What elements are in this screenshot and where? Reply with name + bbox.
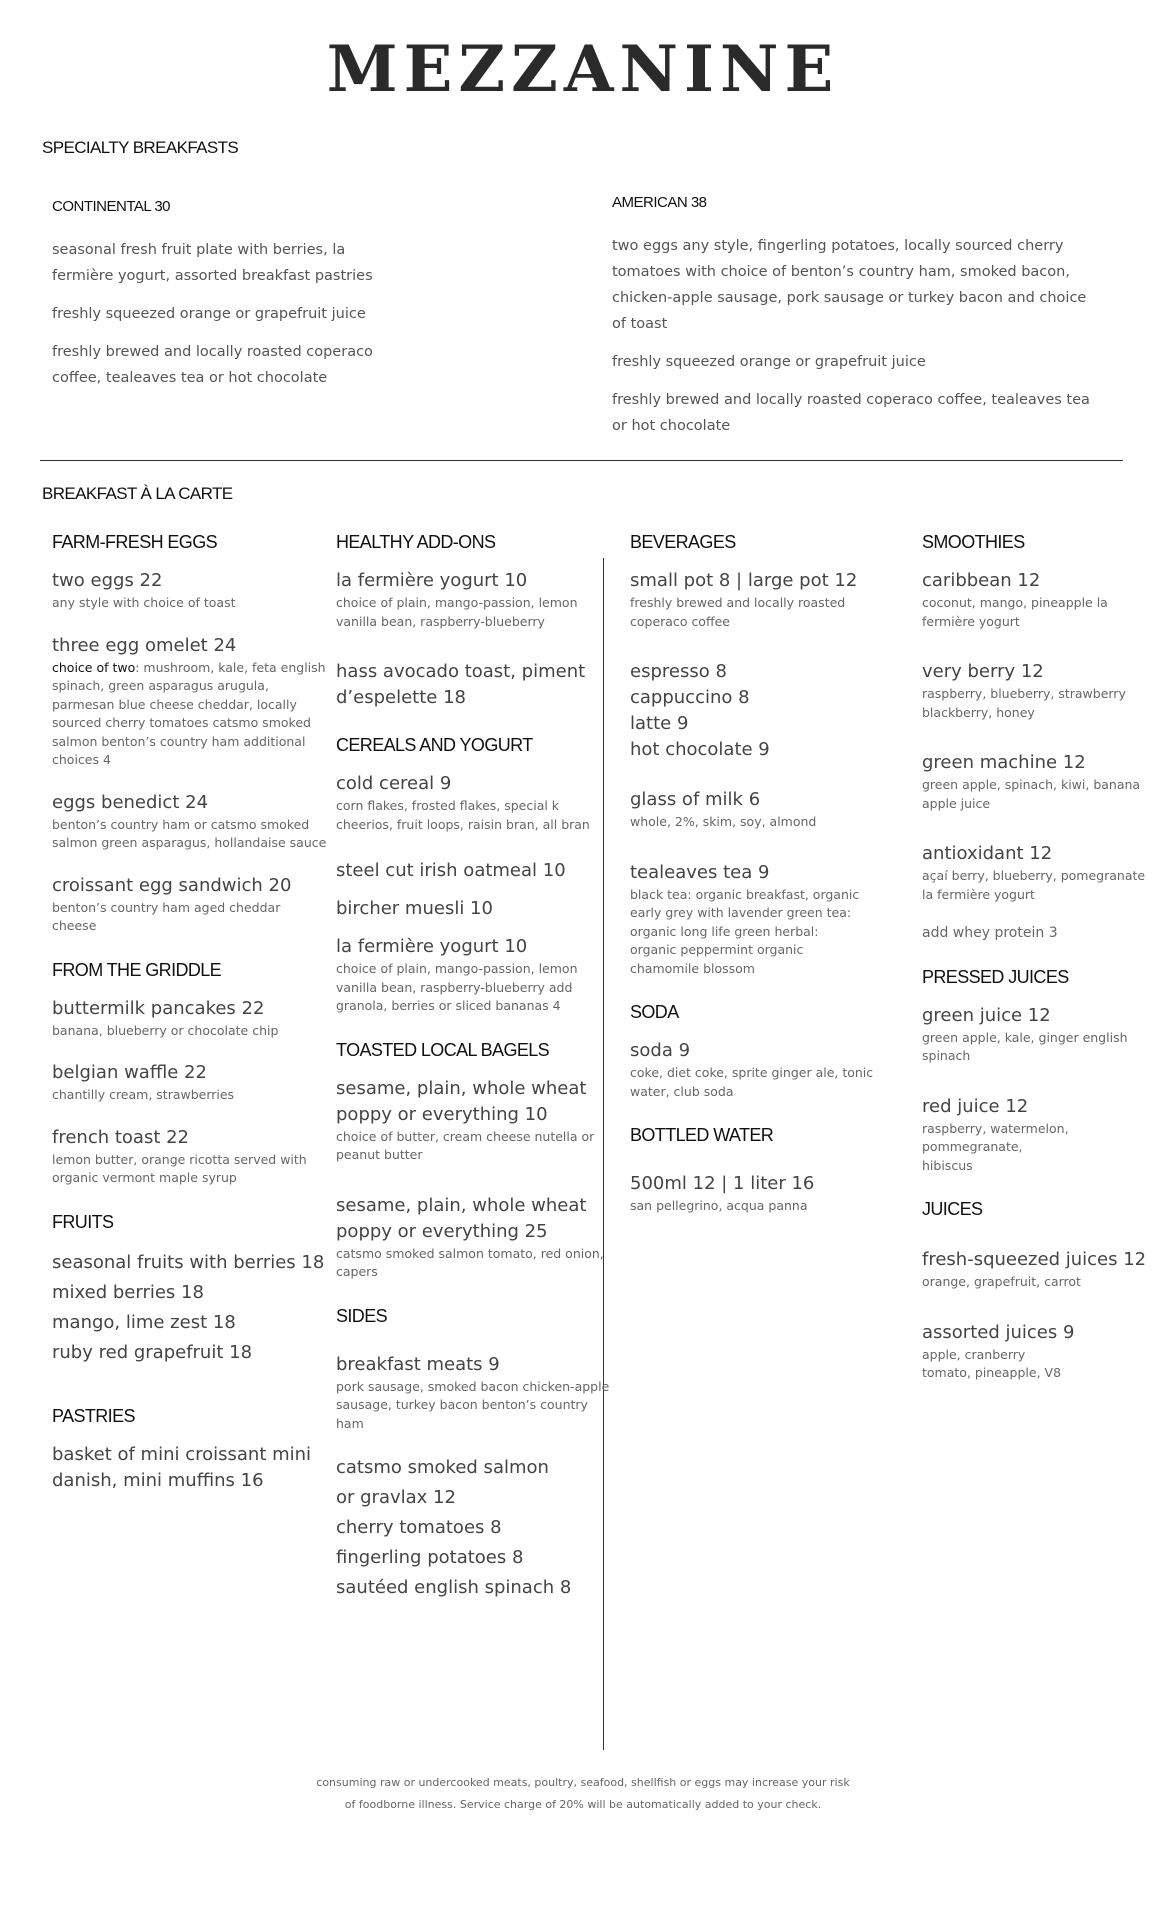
item-name: eggs benedict 24 [52,791,209,813]
category-title: FRUITS [52,1211,114,1232]
menu-item [52,1060,327,1105]
category-title: CEREALS AND YOGURT [336,735,533,755]
item-description [52,659,327,770]
continental-title: CONTINENTAL 30 [52,198,171,215]
american-title: AMERICAN 38 [612,194,707,211]
menu-item [922,750,1152,813]
category-title: PASTRIES [52,1405,135,1426]
menu-item [630,1171,905,1216]
section-divider [40,460,1123,461]
continental-text: freshly squeezed orange or grapefruit juice [52,306,366,322]
choice-label: choice of two [52,659,136,675]
continental-section [52,198,407,403]
menu-item [52,568,327,613]
item-name: hot chocolate 9 [630,739,770,760]
continental-text: freshly brewed and locally roasted coperaco coffee, tealeaves tea or hot chocolate [52,344,373,386]
item-description: catsmo smoked salmon tomato, red onion, capers [336,1245,604,1279]
american-text: two eggs any style, fingerling potatoes, locally sourced cherry tomatoes with choice of benton’s country ham, smoked bacon, chicken-apple sausage, pork sausage or turkey bacon and choice of toast [612,238,1087,332]
item-name: green juice 12 [922,1004,1051,1026]
item-description: raspberry, watermelon, pommegranate, hibiscus [922,1120,1069,1173]
item-name: glass of milk 6 [630,789,761,810]
menu-item [52,873,327,936]
item-description: banana, blueberry or chocolate chip [52,1022,279,1038]
category-title: TOASTED LOCAL BAGELS [336,1039,550,1060]
menu-item [922,568,1152,631]
whey-protein-addon: add whey protein 3 [922,925,1058,941]
menu-item [336,659,611,711]
item-description: san pellegrino, acqua panna [630,1198,808,1213]
category-title: BEVERAGES [630,532,736,552]
menu-item [630,568,905,631]
category-title: SIDES [336,1305,388,1326]
item-name: espresso 8 [630,661,727,682]
item-name: sautéed english spinach 8 [336,1577,572,1598]
item-description: whole, 2%, skim, soy, almond [630,814,817,829]
item-name: cherry tomatoes 8 [336,1517,502,1538]
item-name: fresh-squeezed juices 12 [922,1249,1147,1270]
a-la-carte-title: BREAKFAST À LA CARTE [42,484,233,503]
item-name: sesame, plain, whole wheat poppy or everything 10 [336,1077,587,1125]
item-description: green apple, kale, ginger english spinach [922,1029,1128,1063]
item-description: choice of butter, cream cheese nutella or peanut butter [336,1128,595,1162]
item-name: red juice 12 [922,1095,1029,1117]
item-description: pork sausage, smoked bacon chicken-apple sausage, turkey bacon benton’s country ham [336,1378,610,1431]
item-name: soda 9 [630,1040,691,1061]
category-title: SMOOTHIES [922,532,1025,552]
menu-column-2 [336,530,611,1603]
item-name: french toast 22 [52,1126,190,1148]
item-name: ruby red grapefruit 18 [52,1341,253,1363]
item-description: orange, grapefruit, carrot [922,1274,1081,1289]
american-text: freshly squeezed orange or grapefruit juice [612,354,926,370]
menu-item [630,787,905,832]
menu-item [922,1247,1152,1292]
menu-item [336,1193,611,1282]
category-title: HEALTHY ADD-ONS [336,532,496,552]
menu-item [52,790,327,853]
american-section [612,194,1102,451]
item-name: green machine 12 [922,752,1086,773]
menu-item [922,841,1152,904]
item-name: la fermière yogurt 10 [336,570,528,591]
menu-item [922,1003,1152,1066]
menu-item [336,1352,611,1434]
menu-item [630,860,905,979]
item-name: latte 9 [630,713,689,734]
item-name: seasonal fruits with berries 18 [52,1251,325,1273]
item-description: benton’s country ham or catsmo smoked salmon green asparagus, hollandaise sauce [52,816,327,850]
item-name: cold cereal 9 [336,773,452,794]
category-title: BOTTLED WATER [630,1125,774,1145]
continental-text: seasonal fresh fruit plate with berries, la fermière yogurt, assorted breakfast pastries [52,242,373,284]
item-name: small pot 8 | large pot 12 [630,570,858,591]
menu-item [922,1320,1152,1383]
item-description: benton’s country ham aged cheddar cheese [52,899,281,933]
choice-text: : mushroom, kale, feta english spinach, green asparagus arugula, parmesan blue cheese cheddar, locally sourced cherry tomatoes catsmo smoked salmon benton’s country ham additional choices 4 [52,659,326,767]
item-name: fingerling potatoes 8 [336,1547,524,1568]
disclaimer-line: consuming raw or undercooked meats, poultry, seafood, shellfish or eggs may increase your risk [316,1776,850,1789]
item-name: antioxidant 12 [922,843,1053,864]
footer-disclaimer [0,1772,1166,1816]
item-name: hass avocado toast, piment d’espelette 18 [336,661,586,708]
menu-item [336,771,611,834]
espresso-list [630,659,905,763]
item-description: corn flakes, frosted flakes, special k cheerios, fruit loops, raisin bran, all bran [336,798,590,832]
menu-item [336,896,611,922]
menu-item [922,1094,1152,1176]
item-description: apple, cranberry tomato, pineapple, V8 [922,1346,1062,1380]
category-title: PRESSED JUICES [922,966,1069,987]
item-name: buttermilk pancakes 22 [52,997,265,1019]
menu-item [336,568,611,631]
item-description: black tea: organic breakfast, organic early grey with lavender green tea: organic long life green herbal: organic peppermint organic chamomile blossom [630,886,860,976]
category-title: FROM THE GRIDDLE [52,959,222,980]
item-name: breakfast meats 9 [336,1353,500,1375]
item-name: or gravlax 12 [336,1487,456,1508]
item-name: mixed berries 18 [52,1281,204,1303]
item-name: three egg omelet 24 [52,634,237,656]
restaurant-logo: MEZZANINE [326,32,840,107]
item-name: bircher muesli 10 [336,898,493,919]
category-title: FARM-FRESH EGGS [52,532,218,552]
disclaimer-line: of foodborne illness. Service charge of 20% will be automatically added to your check. [344,1798,822,1811]
item-name: very berry 12 [922,661,1044,682]
menu-item [336,1076,611,1165]
item-description: raspberry, blueberry, strawberry blackberry, honey [922,686,1126,720]
item-name: tealeaves tea 9 [630,861,770,883]
specialty-breakfasts-title: SPECIALTY BREAKFASTS [42,138,239,157]
category-title: JUICES [922,1199,983,1219]
menu-item [52,1125,327,1188]
item-name: basket of mini croissant mini danish, mini muffins 16 [52,1443,312,1491]
menu-item [922,659,1152,722]
menu-item [336,934,611,1016]
item-description: green apple, spinach, kiwi, banana apple juice [922,777,1141,811]
item-description: lemon butter, orange ricotta served with organic vermont maple syrup [52,1151,307,1185]
item-name: caribbean 12 [922,570,1041,591]
item-name: croissant egg sandwich 20 [52,874,292,896]
item-name: two eggs 22 [52,570,163,591]
item-description: coconut, mango, pineapple la fermière yogurt [922,595,1108,629]
menu-column-4 [922,530,1152,1403]
american-text: freshly brewed and locally roasted coperaco coffee, tealeaves tea or hot chocolate [612,392,1090,434]
item-name: sesame, plain, whole wheat poppy or everything 25 [336,1194,587,1242]
item-description: choice of plain, mango-passion, lemon vanilla bean, raspberry-blueberry [336,595,578,629]
item-description: coke, diet coke, sprite ginger ale, tonic water, club soda [630,1065,874,1099]
item-name: catsmo smoked salmon [336,1457,549,1478]
item-name: steel cut irish oatmeal 10 [336,860,566,881]
item-name: mango, lime zest 18 [52,1311,236,1333]
item-description: açaí berry, blueberry, pomegranate la fermière yogurt [922,868,1146,902]
item-name: belgian waffle 22 [52,1062,207,1083]
menu-item [52,633,327,770]
menu-item [630,1038,905,1101]
item-name: la fermière yogurt 10 [336,936,528,957]
item-name: assorted juices 9 [922,1321,1075,1343]
item-description: choice of plain, mango-passion, lemon vanilla bean, raspberry-blueberry add granola, berries or sliced bananas 4 [336,961,578,1013]
item-description: any style with choice of toast [52,595,236,610]
item-description: chantilly cream, strawberries [52,1087,235,1102]
item-description: freshly brewed and locally roasted coperaco coffee [630,595,846,629]
menu-item [336,858,611,884]
menu-column-1 [52,530,327,1494]
category-title: SODA [630,1002,679,1022]
menu-column-3 [630,530,905,1236]
item-name: 500ml 12 | 1 liter 16 [630,1173,815,1194]
menu-item [52,996,327,1041]
item-name: cappuccino 8 [630,687,750,708]
